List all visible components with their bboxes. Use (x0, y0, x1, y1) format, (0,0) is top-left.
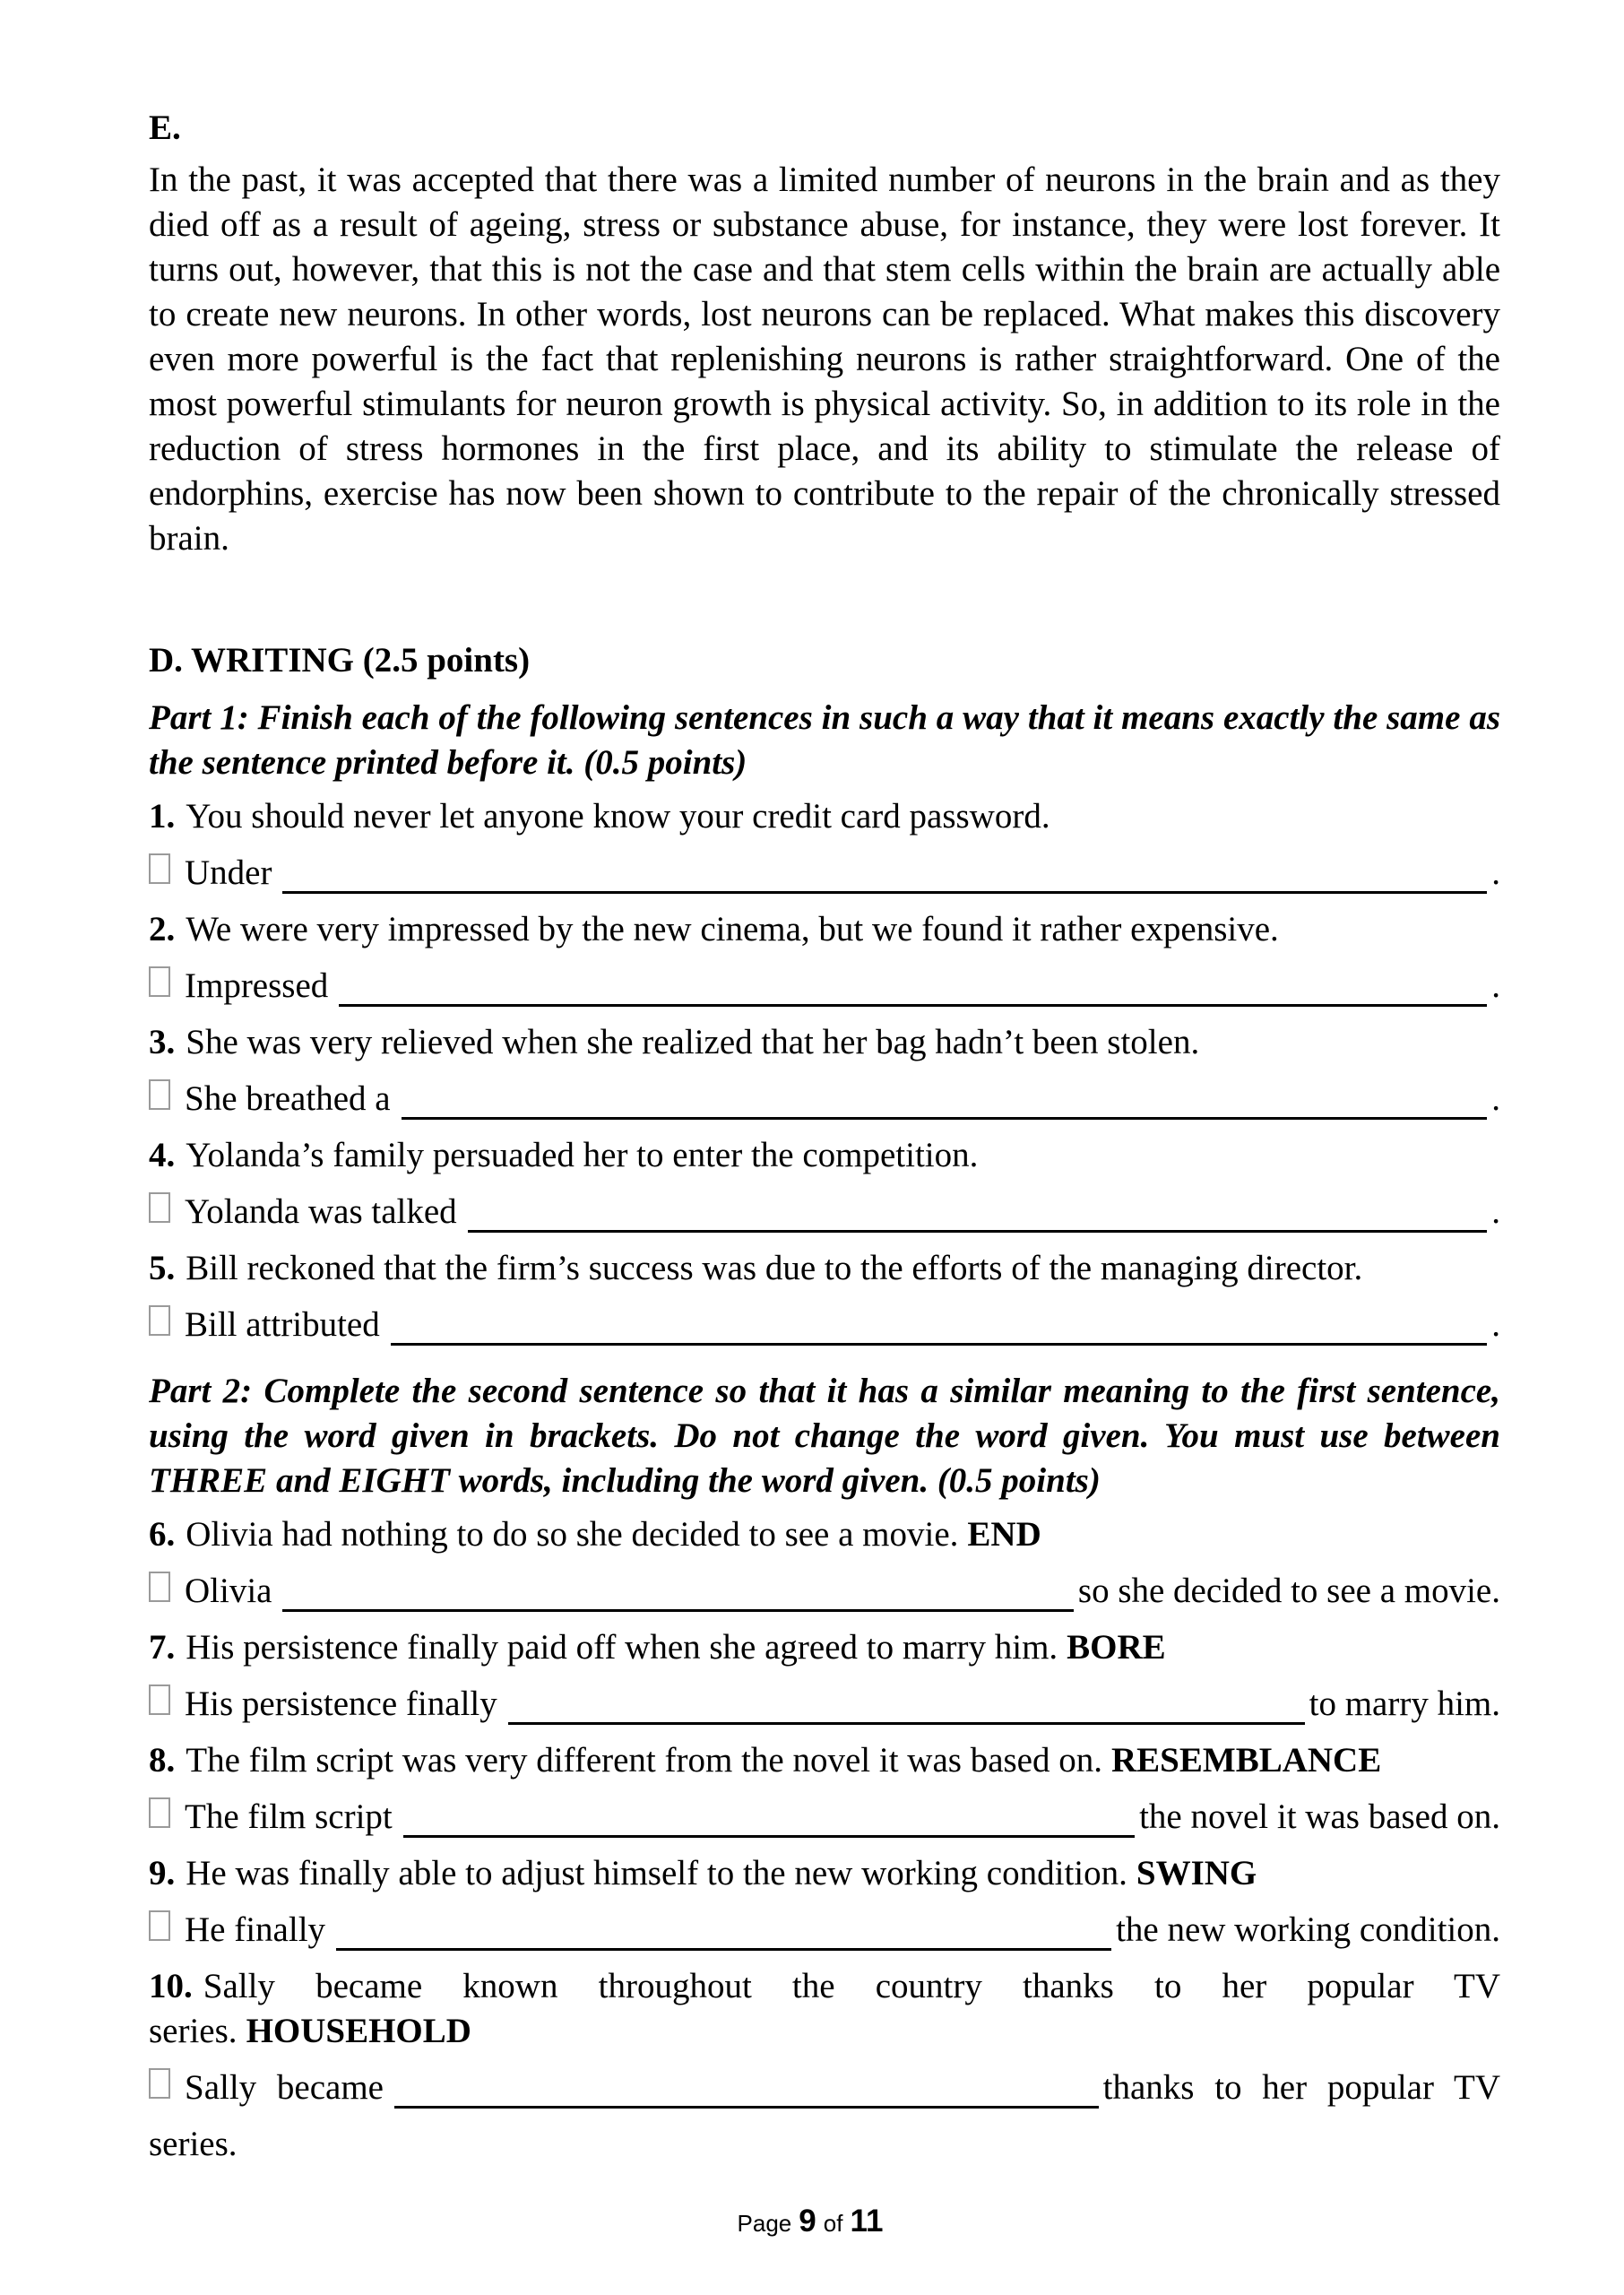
section-e-label: E. (149, 108, 181, 147)
answer-lead-text: The film script (185, 1797, 393, 1836)
answer-lead-text: He finally (185, 1910, 326, 1949)
item-sentence (149, 1512, 1500, 1557)
item-sentence-text: Yolanda’s family persuaded her to enter the competition. (186, 1136, 979, 1174)
writing-item (149, 794, 1500, 896)
part2-instructions: Part 2: Complete the second sentence so that it has a similar meaning to the first sentence, using the word given in brackets. Do not change the word given. You must use between THREE and EIGHT words, including the word given. (0.5 points) (149, 1372, 1500, 1500)
item-keyword: HOUSEHOLD (246, 2012, 471, 2050)
footer-page-label: Page (737, 2210, 792, 2237)
writing-item (149, 1851, 1500, 1953)
checkbox-bullet-icon (149, 1572, 170, 1602)
item-sentence (149, 1133, 1500, 1178)
writing-item (149, 1512, 1500, 1614)
answer-tail-text: . (1491, 1192, 1500, 1231)
writing-item (149, 1738, 1500, 1840)
item-number: 7. (149, 1628, 176, 1667)
item-keyword: BORE (1067, 1628, 1166, 1667)
answer-blank-line (336, 1908, 1111, 1951)
item-answer-row (149, 1682, 1500, 1727)
item-answer-row (149, 2066, 1500, 2110)
answer-tail-text: the new working condition. (1116, 1910, 1500, 1949)
item-sentence (149, 1851, 1500, 1896)
writing-item (149, 907, 1500, 1009)
item-number: 2. (149, 910, 176, 948)
item-answer-row (149, 1303, 1500, 1347)
item-sentence (149, 1738, 1500, 1783)
item-sentence (149, 1964, 1500, 2054)
answer-tail-text: . (1491, 853, 1500, 892)
item-sentence (149, 1246, 1500, 1291)
item-sentence-text: You should never let anyone know your credit card password. (186, 797, 1050, 836)
writing-section-heading: D. WRITING (2.5 points) (149, 641, 531, 680)
part1-instructions: Part 1: Finish each of the following sentences in such a way that it means exactly the same as the sentence printed before it. (0.5 points) (149, 698, 1500, 782)
answer-lead-text: Bill attributed (185, 1305, 380, 1344)
part2-items (149, 1512, 1500, 2167)
writing-item (149, 1246, 1500, 1347)
part1-items (149, 794, 1500, 1347)
item-sentence (149, 794, 1500, 839)
item-answer-row (149, 1795, 1500, 1840)
item-sentence-text: Olivia had nothing to do so she decided to see a movie. (186, 1515, 959, 1554)
page-footer (0, 2204, 1624, 2241)
footer-of-label: of (823, 2210, 843, 2237)
answer-tail-text: . (1491, 1305, 1500, 1344)
answer-tail-text: . (1491, 1079, 1500, 1118)
answer-lead-text: Under (185, 853, 272, 892)
item-sentence-text: Bill reckoned that the firm’s success was due to the efforts of the managing director. (186, 1249, 1363, 1287)
answer-lead-text: She breathed a (185, 1079, 391, 1118)
answer-blank-line (508, 1682, 1305, 1725)
answer-blank-line (394, 2066, 1099, 2109)
checkbox-bullet-icon (149, 1192, 170, 1223)
item-answer-row (149, 1908, 1500, 1953)
item-answer-row (149, 1569, 1500, 1614)
footer-total-pages: 11 (850, 2204, 884, 2239)
answer-blank-line (468, 1190, 1488, 1233)
item-sentence-text: He was finally able to adjust himself to the new working condition. (186, 1854, 1127, 1892)
answer-tail-text: to marry him. (1309, 1684, 1500, 1723)
item-sentence (149, 907, 1500, 952)
item-keyword: RESEMBLANCE (1111, 1741, 1382, 1780)
checkbox-bullet-icon (149, 1305, 170, 1336)
item-answer-row (149, 851, 1500, 896)
answer-tail-text: so she decided to see a movie. (1077, 1572, 1500, 1610)
item-sentence-text: His persistence finally paid off when she agreed to marry him. (186, 1628, 1058, 1667)
item-number: 1. (149, 797, 176, 836)
item-answer-row (149, 1190, 1500, 1234)
item-sentence (149, 1020, 1500, 1065)
writing-item (149, 1625, 1500, 1727)
item-number: 5. (149, 1249, 176, 1287)
writing-item (149, 1964, 1500, 2167)
item-sentence-text: We were very impressed by the new cinema, but we found it rather expensive. (186, 910, 1279, 948)
section-e-passage: In the past, it was accepted that there was a limited number of neurons in the brain and as they died off as a result of ageing, stress or substance abuse, for instance, they were lost forever. It turns out, however, that this is not the case and that stem cells within the brain are actually able to create new neurons. In other words, lost neurons can be replaced. What makes this discovery even more powerful is the fact that replenishing neurons is rather straightforward. One of the most powerful stimulants for neuron growth is physical activity. So, in addition to its role in the reduction of stress hormones in the first place, and its ability to stimulate the release of endorphins, exercise has now been shown to contribute to the repair of the chronically stressed brain. (149, 160, 1500, 558)
answer-lead-text: Sally became (185, 2068, 384, 2107)
answer-lead-text: His persistence finally (185, 1684, 497, 1723)
writing-item (149, 1020, 1500, 1122)
answer-blank-line (391, 1303, 1488, 1346)
answer-blank-line (403, 1795, 1135, 1838)
writing-item (149, 1133, 1500, 1234)
item-number: 10. (149, 1967, 193, 2005)
item-sentence (149, 1625, 1500, 1670)
item-keyword: SWING (1136, 1854, 1257, 1892)
item-number: 6. (149, 1515, 176, 1554)
item-answer-row (149, 964, 1500, 1009)
item-number: 4. (149, 1136, 176, 1174)
answer-blank-line (282, 1569, 1073, 1612)
answer-blank-line (339, 964, 1487, 1007)
item-keyword: END (967, 1515, 1041, 1554)
item-answer-row (149, 1077, 1500, 1122)
item-sentence-text: Sally became known throughout the country thanks to her popular TV series. (149, 1967, 1500, 2050)
answer-lead-text: Olivia (185, 1572, 272, 1610)
answer-tail-wrap-text: series. (149, 2125, 238, 2163)
checkbox-bullet-icon (149, 966, 170, 997)
checkbox-bullet-icon (149, 1684, 170, 1715)
item-number: 8. (149, 1741, 176, 1780)
answer-tail-text: thanks to her popular TV (1102, 2068, 1500, 2107)
answer-tail-text: . (1491, 966, 1500, 1005)
item-sentence-text: She was very relieved when she realized that her bag hadn’t been stolen. (186, 1023, 1200, 1061)
checkbox-bullet-icon (149, 1910, 170, 1941)
item-number: 3. (149, 1023, 176, 1061)
checkbox-bullet-icon (149, 1797, 170, 1828)
checkbox-bullet-icon (149, 2068, 170, 2099)
answer-tail-text: the novel it was based on. (1139, 1797, 1500, 1836)
item-sentence-text: The film script was very different from the novel it was based on. (186, 1741, 1102, 1780)
answer-lead-text: Impressed (185, 966, 329, 1005)
answer-lead-text: Yolanda was talked (185, 1192, 457, 1231)
checkbox-bullet-icon (149, 853, 170, 884)
answer-blank-line (402, 1077, 1488, 1120)
answer-blank-line (282, 851, 1487, 894)
checkbox-bullet-icon (149, 1079, 170, 1110)
item-number: 9. (149, 1854, 176, 1892)
footer-page-number: 9 (799, 2204, 816, 2239)
